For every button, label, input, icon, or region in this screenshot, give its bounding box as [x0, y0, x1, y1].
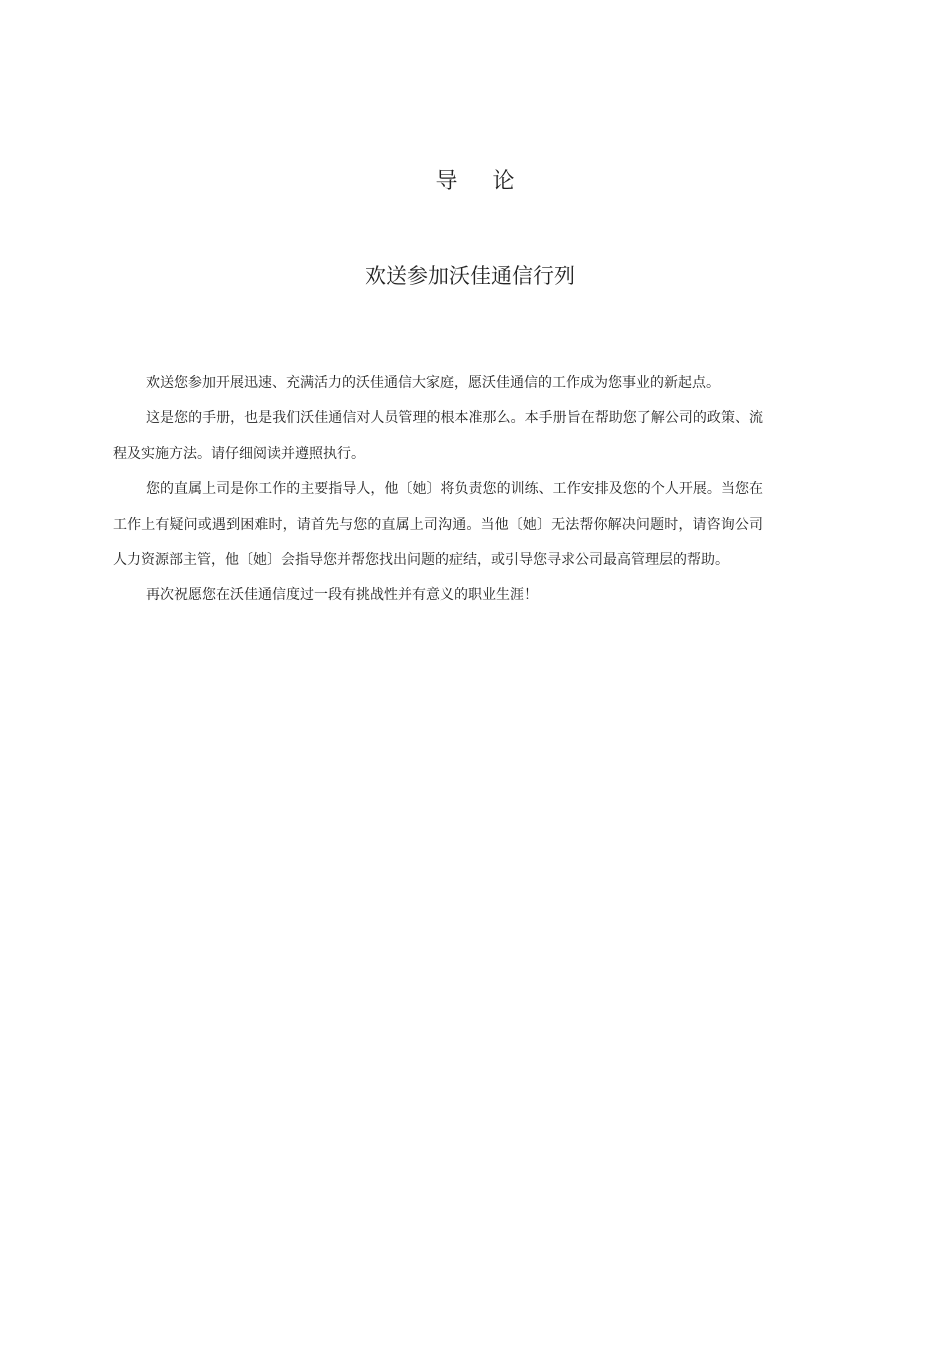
chapter-title: 导 论: [435, 169, 529, 194]
section-title: 欢送参加沃佳通信行列: [365, 264, 575, 288]
paragraph-closing: 再次祝愿您在沃佳通信度过一段有挑战性并有意义的职业生涯！: [146, 587, 538, 604]
paragraph-handbook: 这是您的手册，也是我们沃佳通信对人员管理的根本准那么。本手册旨在帮助您了解公司的政策、流程及实施方法。请仔细阅读并遵照执行。: [113, 410, 763, 462]
body-text: [113, 366, 763, 614]
paragraph-supervisor: 您的直属上司是你工作的主要指导人，他〔她〕将负责您的训练、工作安排及您的个人开展。当您在工作上有疑问或遇到困难时，请首先与您的直属上司沟通。当他〔她〕无法帮你解决问题时，请咨询公司人力资源部主管，他〔她〕会指导您并帮您找出问题的症结，或引导您寻求公司最高管理层的帮助。: [113, 481, 763, 569]
paragraph-welcome: 欢送您参加开展迅速、充满活力的沃佳通信大家庭，愿沃佳通信的工作成为您事业的新起点。: [146, 375, 720, 391]
